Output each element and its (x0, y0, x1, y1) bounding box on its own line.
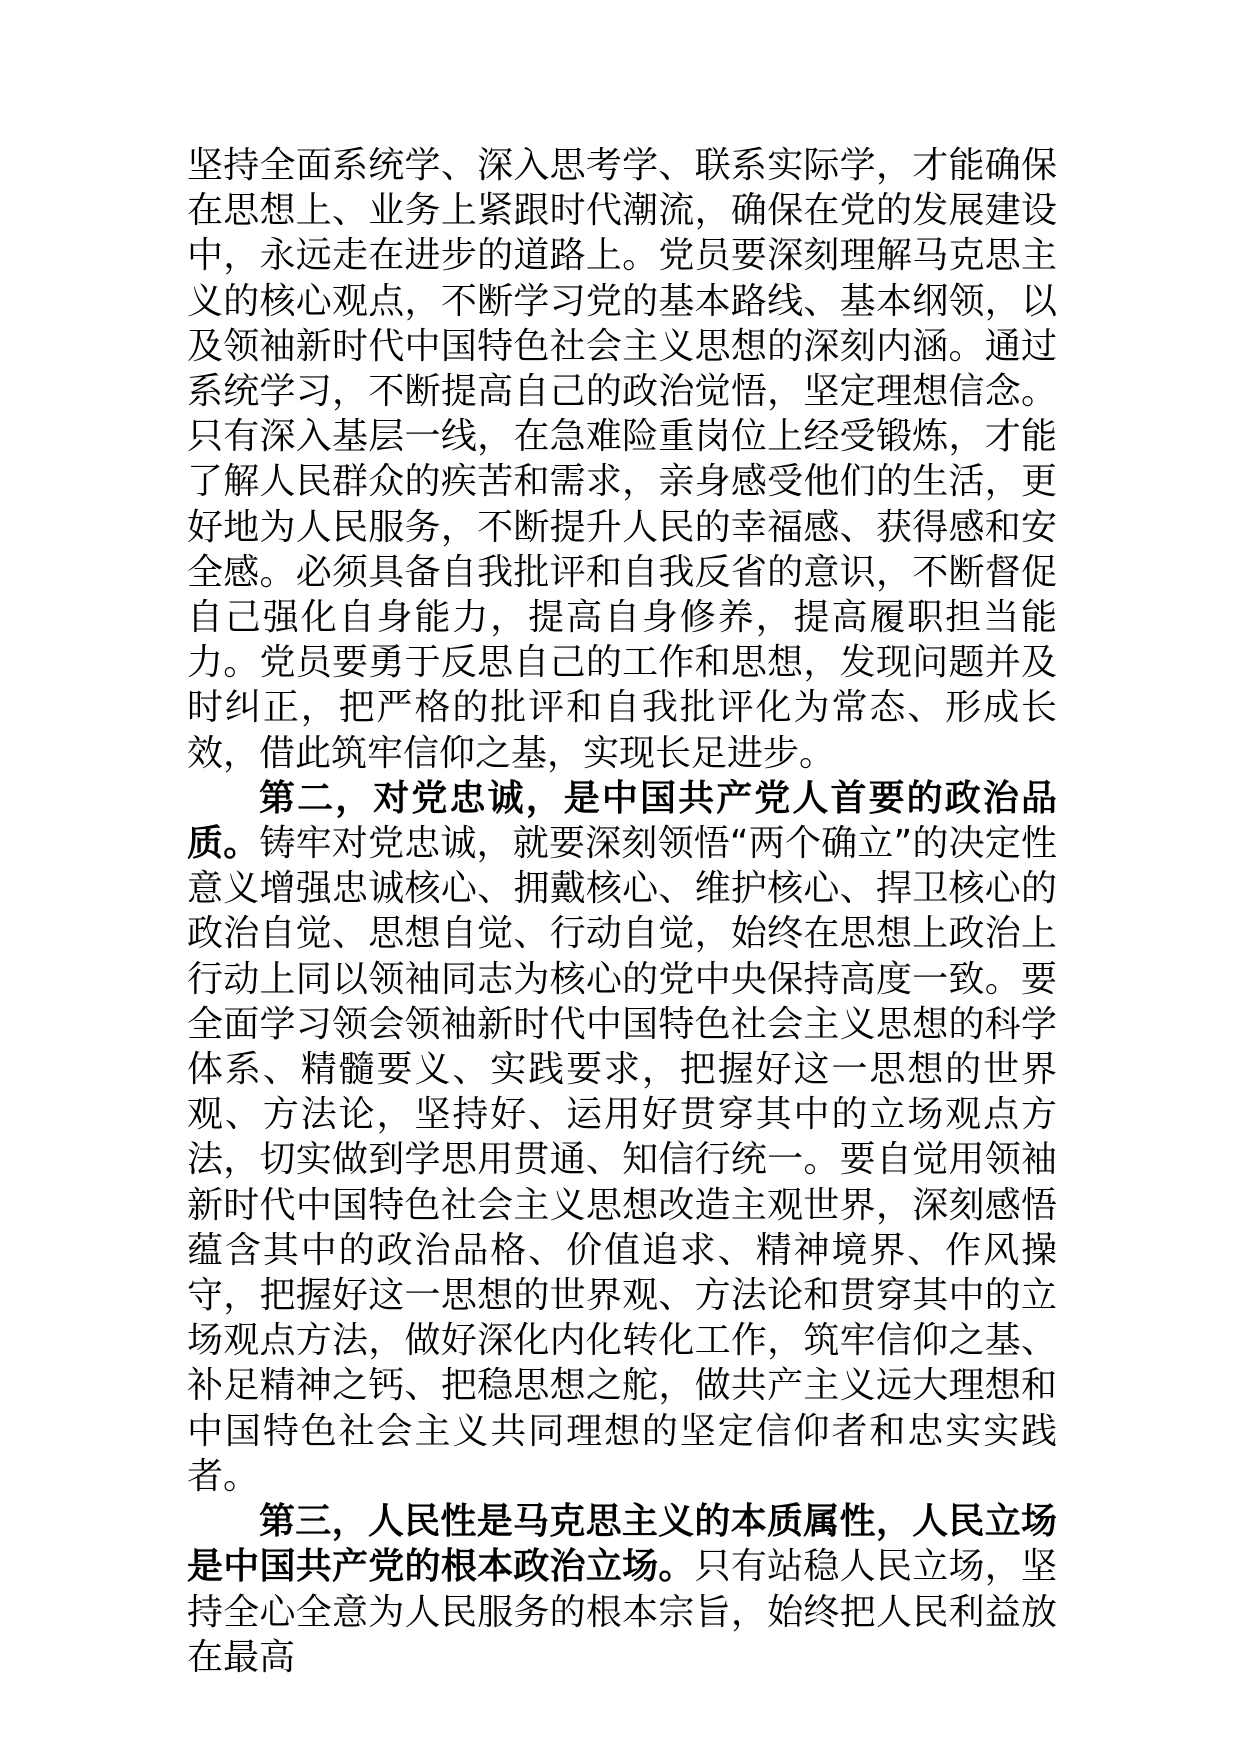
paragraph-third-point (187, 1499, 1057, 1680)
paragraph-body-third: 只有站稳人民立场，坚持全心全意为人民服务的根本宗旨，始终把人民利益放在最高 (187, 1546, 1057, 1678)
paragraph-heading-third: 第三，人民性是马克思主义的本质属性，人民立场是中国共产党的根本政治立场。 (187, 1501, 1057, 1588)
paragraph-body-second: 铸牢对党忠诚，就要深刻领悟“两个确立”的决定性意义增强忠诚核心、拥戴核心、维护核心、捍卫核心的政治自觉、思想自觉、行动自觉，始终在思想上政治上行动上同以领袖同志为核心的党中央保持高度一致。要全面学习领会领袖新时代中国特色社会主义思想的科学体系、精髓要义、实践要求，把握好这一思想的世界观、方法论，坚持好、运用好贯穿其中的立场观点方法，切实做到学思用贯通、知信行统一。要自觉用领袖新时代中国特色社会主义思想改造主观世界，深刻感悟蕴含其中的政治品格、价值追求、精神境界、作风操守，把握好这一思想的世界观、方法论和贯穿其中的立场观点方法，做好深化内化转化工作，筑牢信仰之基、补足精神之钙、把稳思想之舵，做共产主义远大理想和中国特色社会主义共同理想的坚定信仰者和忠实实践者。 (187, 823, 1057, 1497)
paragraph-second-point (187, 776, 1057, 1499)
document-page (187, 143, 1057, 1680)
paragraph-heading-second: 第二，对党忠诚，是中国共产党人首要的政治品质。 (187, 777, 1057, 865)
paragraph-continuation: 坚持全面系统学、深入思考学、联系实际学，才能确保在思想上、业务上紧跟时代潮流，确保在党的发展建设中，永远走在进步的道路上。党员要深刻理解马克思主义的核心观点，不断学习党的基本路线、基本纲领，以及领袖新时代中国特色社会主义思想的深刻内涵。通过系统学习，不断提高自己的政治觉悟，坚定理想信念。只有深入基层一线，在急难险重岗位上经受锻炼，才能了解人民群众的疾苦和需求，亲身感受他们的生活，更好地为人民服务，不断提升人民的幸福感、获得感和安全感。必须具备自我批评和自我反省的意识，不断督促自己强化自身能力，提高自身修养，提高履职担当能力。党员要勇于反思自己的工作和思想，发现问题并及时纠正，把严格的批评和自我批评化为常态、形成长效，借此筑牢信仰之基，实现长足进步。 (187, 145, 1057, 774)
